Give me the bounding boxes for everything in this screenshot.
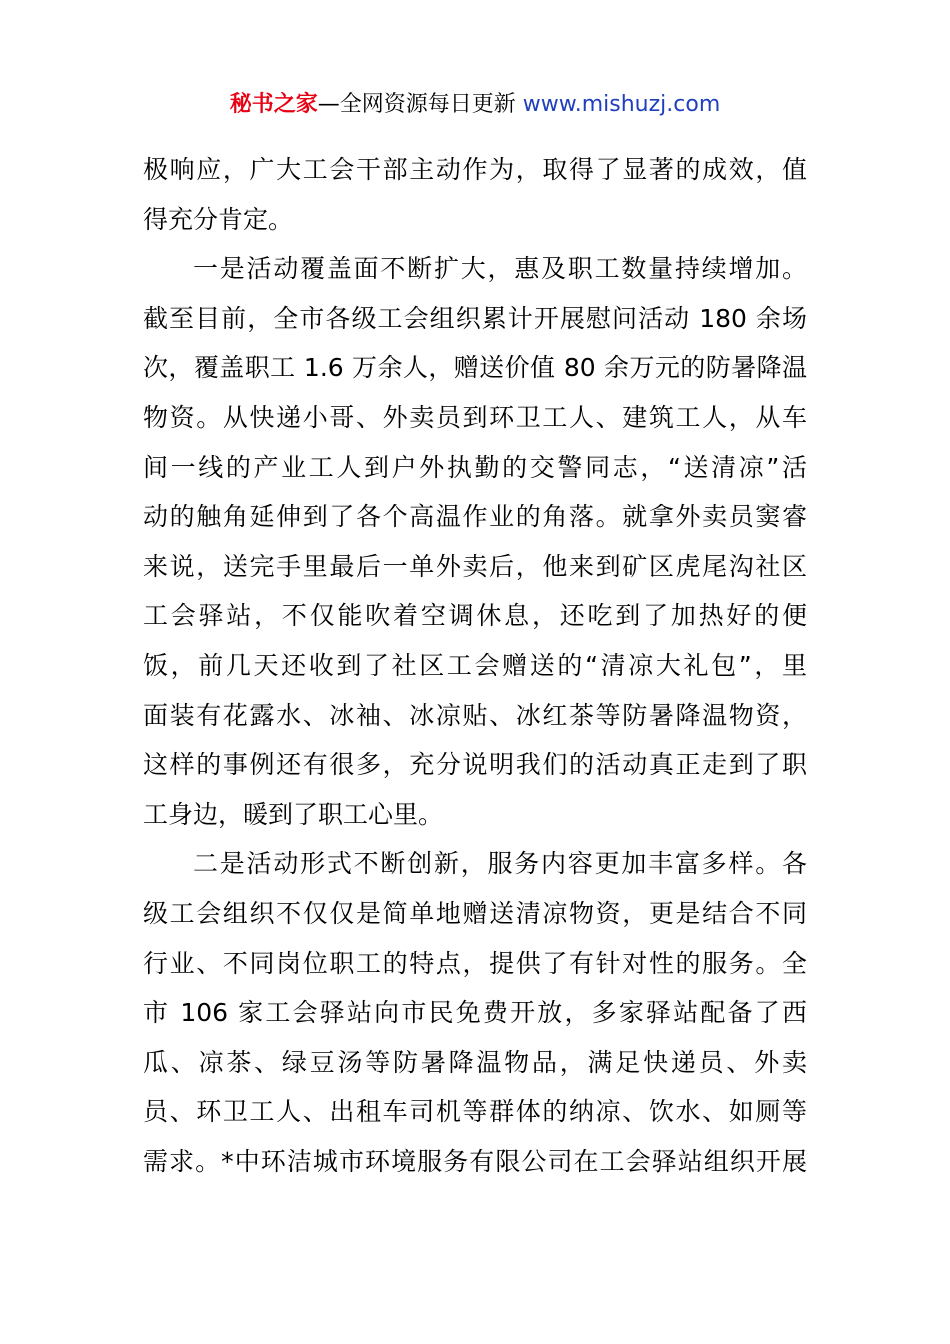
- text-line: 极响应，广大工会干部主动作为，取得了显著的成效，值: [143, 155, 807, 184]
- text-line: 面装有花露水、冰袖、冰凉贴、冰红茶等防暑降温物资，: [143, 700, 807, 730]
- text-line: 这样的事例还有很多，充分说明我们的活动真正走到了职: [143, 750, 807, 780]
- brand-name: 秘书之家: [229, 92, 318, 117]
- header-tagline: —全网资源每日更新: [317, 92, 523, 117]
- text-line: 物资。从快递小哥、外卖员到环卫工人、建筑工人，从车: [143, 402, 807, 432]
- text-line: 截至目前，全市各级工会组织累计开展慰问活动 180 余场: [143, 303, 807, 333]
- text-line: 动的触角延伸到了各个高温作业的角落。就拿外卖员窦睿: [143, 502, 807, 532]
- paragraph-start-line: 一是活动覆盖面不断扩大，惠及职工数量持续增加。: [193, 254, 807, 284]
- text-line: 间一线的产业工人到户外执勤的交警同志，“送清凉”活: [143, 452, 807, 482]
- text-line: 饭，前几天还收到了社区工会赠送的“清凉大礼包”，里: [143, 650, 807, 680]
- text-line: 瓜、凉茶、绿豆汤等防暑降温物品，满足快递员、外卖: [143, 1047, 807, 1077]
- text-line: 市 106 家工会驿站向市民免费开放，多家驿站配备了西: [143, 998, 807, 1028]
- document-body: [143, 145, 807, 1186]
- text-line: 来说，送完手里最后一单外卖后，他来到矿区虎尾沟社区: [143, 551, 807, 581]
- page-header: [0, 88, 950, 122]
- text-line: 员、环卫工人、出租车司机等群体的纳凉、饮水、如厕等: [143, 1097, 807, 1127]
- text-line: 工会驿站，不仅能吹着空调休息，还吃到了加热好的便: [143, 601, 807, 631]
- paragraph-start-line: 二是活动形式不断创新，服务内容更加丰富多样。各: [193, 849, 807, 879]
- text-line: 次，覆盖职工 1.6 万余人，赠送价值 80 余万元的防暑降温: [143, 353, 807, 383]
- text-line: 得充分肯定。: [143, 204, 294, 234]
- text-line: 需求。*中环洁城市环境服务有限公司在工会驿站组织开展: [143, 1146, 807, 1176]
- text-line: 级工会组织不仅仅是简单地赠送清凉物资，更是结合不同: [143, 898, 807, 928]
- text-line: 工身边，暖到了职工心里。: [143, 799, 444, 829]
- site-url-link[interactable]: www.mishuzj.com: [522, 92, 721, 117]
- text-line: 行业、不同岗位职工的特点，提供了有针对性的服务。全: [143, 948, 807, 978]
